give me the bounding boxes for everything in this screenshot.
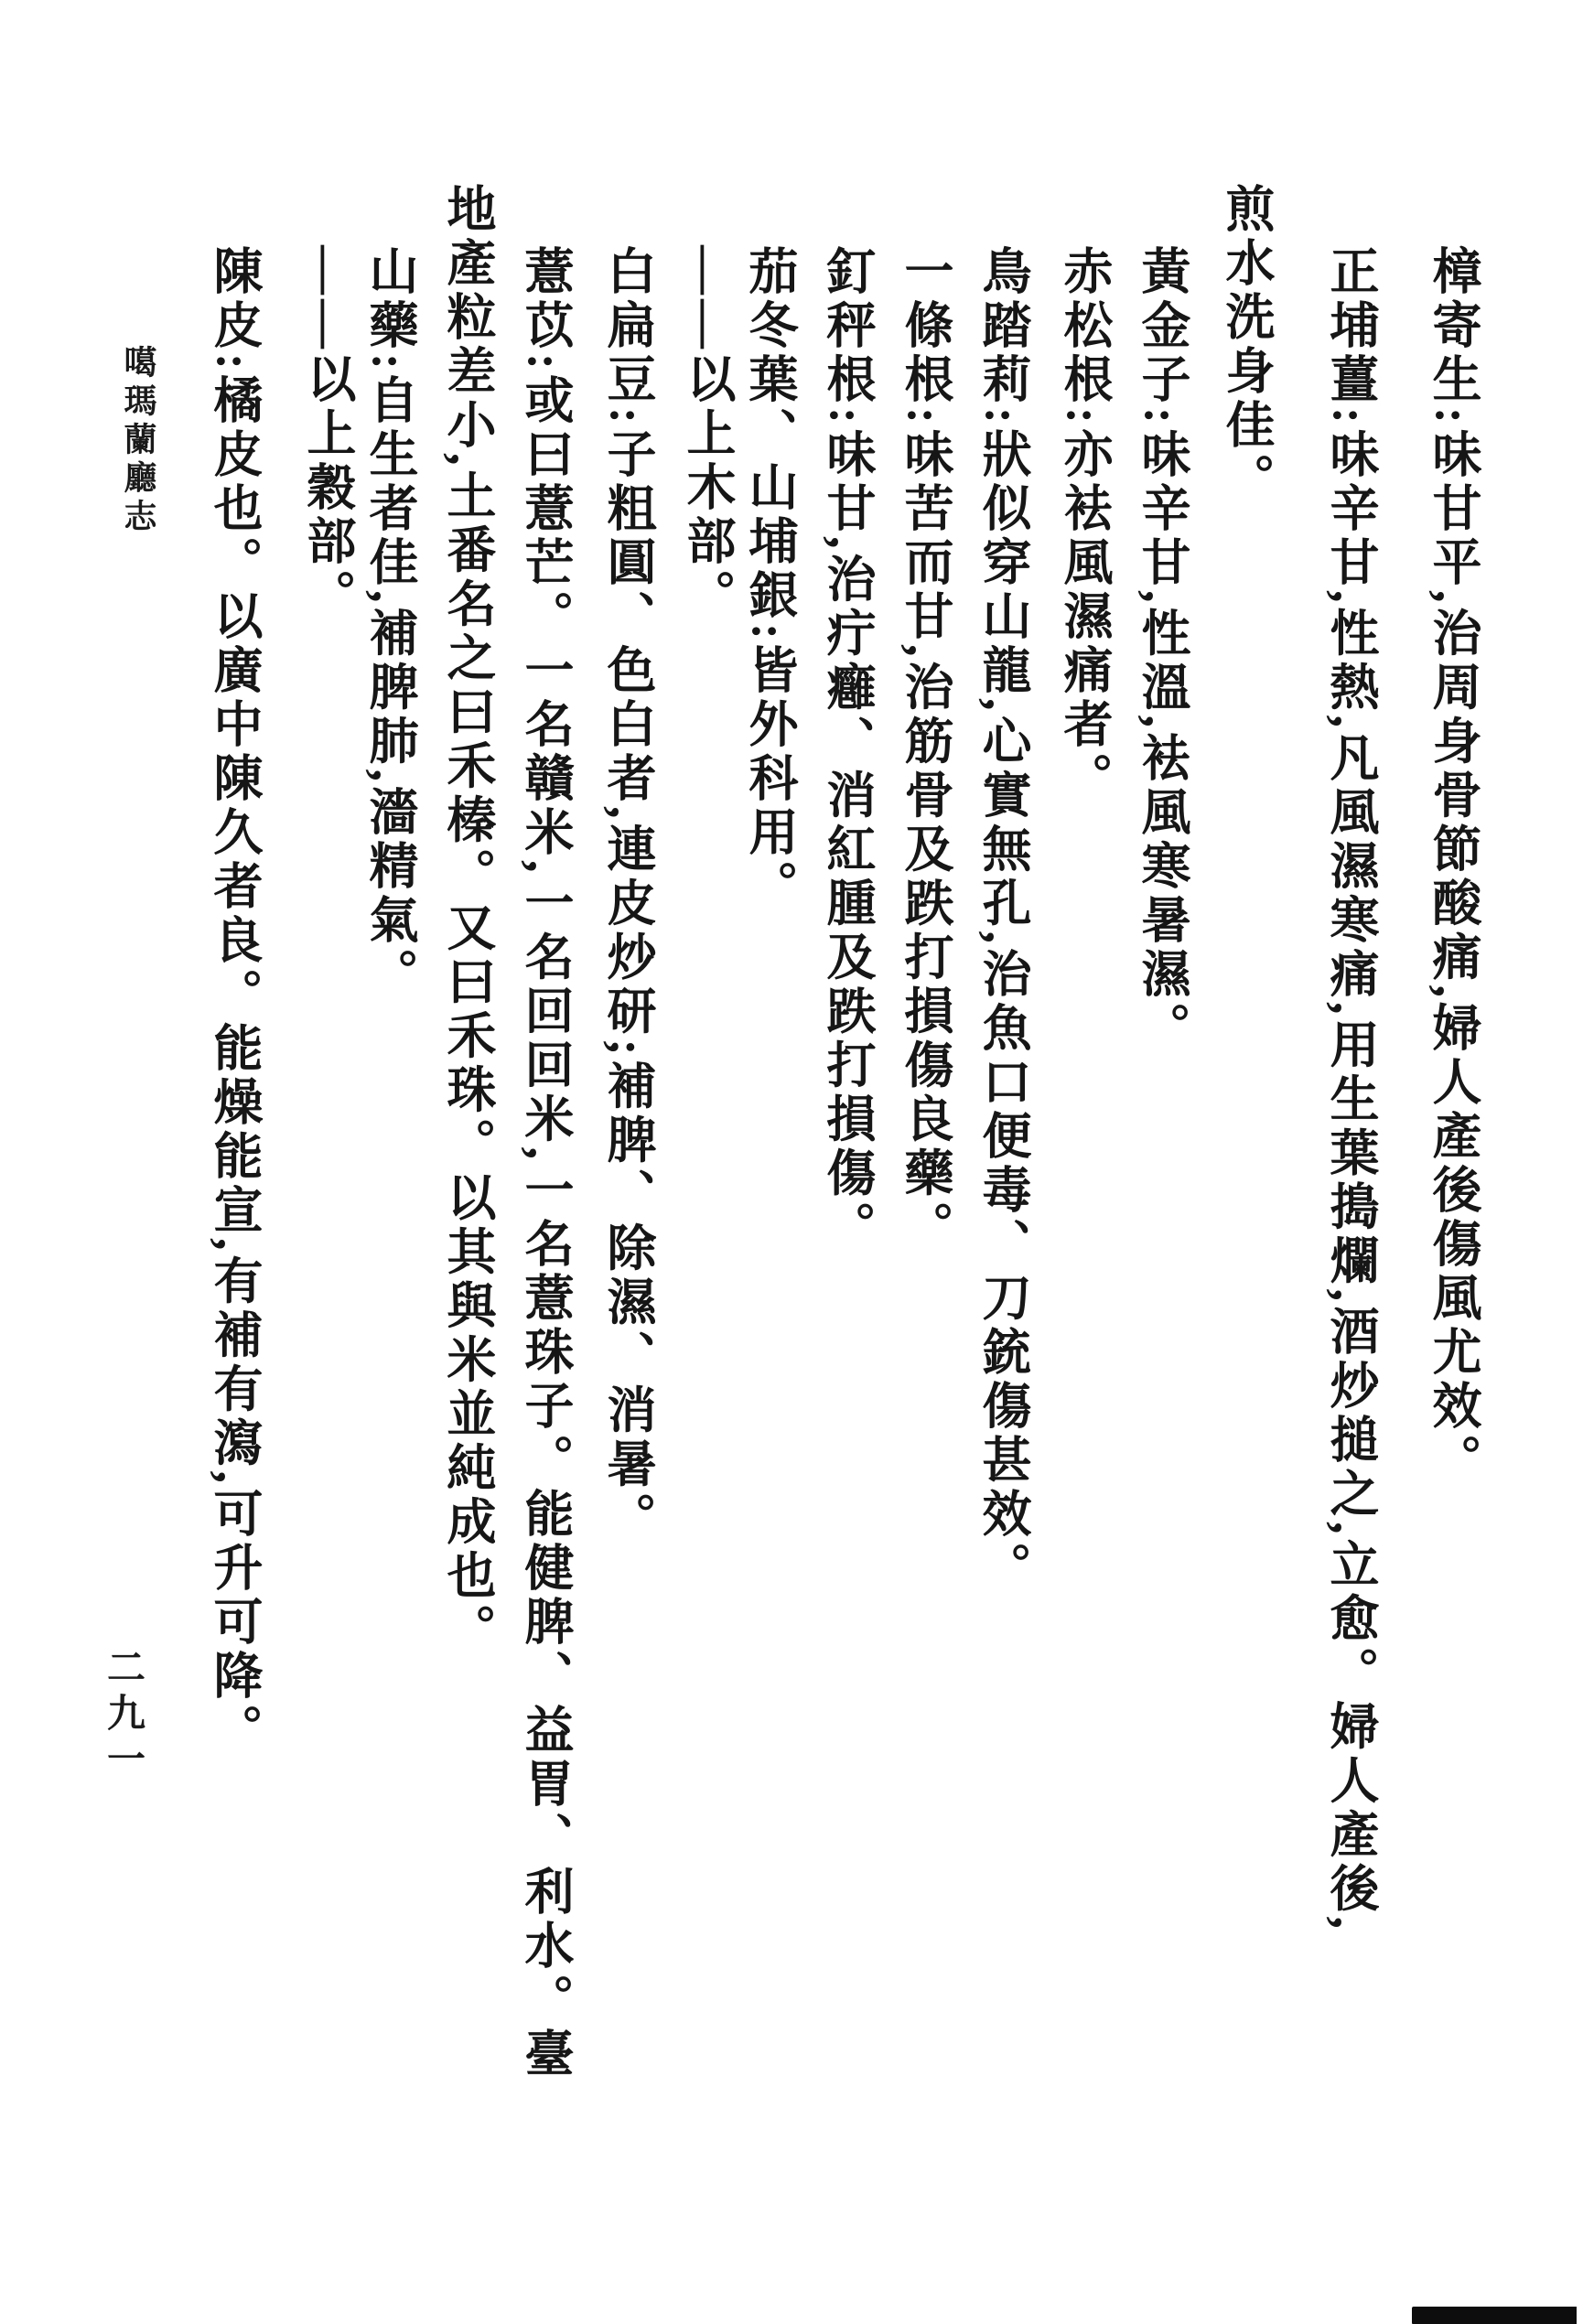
text-column: 茄冬葉、山埔銀:皆外科用。 [742, 245, 797, 914]
text-column-continuation: 煎水洗身佳。 [1219, 183, 1274, 507]
text-column: 白扁豆:子粗圓、色白者,連皮炒研;補脾、除濕、消暑。 [600, 245, 655, 1546]
text-column: 黃金子:味辛甘,性溫,袪風寒暑濕。 [1135, 245, 1190, 1056]
text-column: 陳皮:橘皮也。以廣中陳久者良。能燥能宣,有補有瀉,可升可降。 [207, 245, 262, 1758]
section-end-marker: ——以上穀部。 [300, 245, 355, 623]
text-column-continuation: 地產粒差小,土番名之曰禾榛。又曰禾珠。以其與米並純成也。 [440, 183, 495, 1658]
page-number: 二九一 [102, 1647, 144, 1784]
scan-artifact [1412, 2307, 1577, 2324]
text-column: 赤松根:亦袪風濕痛者。 [1057, 245, 1112, 806]
text-column: 薏苡:或曰薏芒。一名贛米,一名回回米,一名薏珠子。能健脾、益胃、利水。臺 [518, 245, 573, 2082]
book-title: 噶瑪蘭廳志 [120, 345, 156, 537]
text-column: 正埔薑:味辛甘,性熱,凡風濕寒痛,用生葉搗爛,酒炒搥之,立愈。婦人產後, [1323, 245, 1378, 1933]
text-column: 鳥踏莉:狀似穿山龍,心實無孔,治魚口便毒、刀銃傷甚效。 [975, 245, 1030, 1596]
text-column: 山藥:自生者佳,補脾肺,濇精氣。 [362, 245, 417, 1002]
text-column: 一條根:味苦而甘,治筋骨及跌打損傷良藥。 [898, 245, 953, 1255]
section-end-marker: ——以上木部。 [680, 245, 735, 623]
text-column: 樟寄生:味甘平,治周身骨節酸痛,婦人產後傷風尤效。 [1426, 245, 1481, 1488]
text-column: 釘秤根:味甘,治疔癰、消紅腫及跌打損傷。 [820, 245, 875, 1255]
